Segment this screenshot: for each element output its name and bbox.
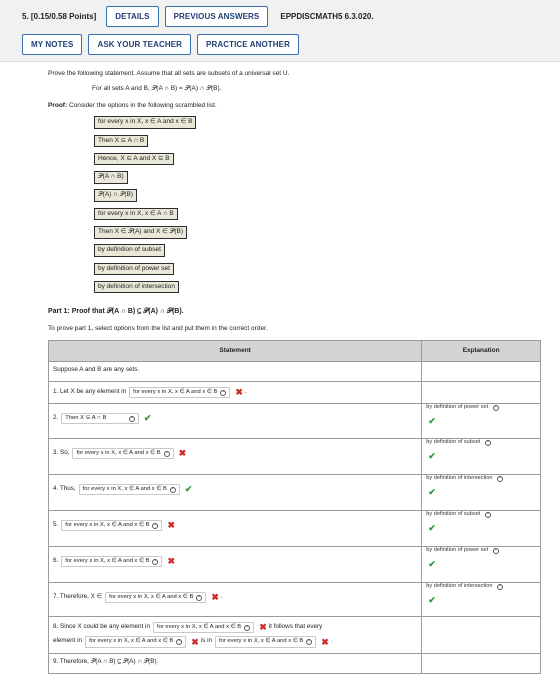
option-item[interactable]: 𝒫(A ∩ B) (94, 171, 128, 183)
proof-text: Consider the options in the following scrambled list. (68, 101, 217, 109)
row8-dropdown-1[interactable]: for every x in X, x ∈ A and x ∈ B ⌃ (153, 622, 254, 634)
correct-icon: ✔ (143, 413, 152, 424)
proof-row-4: 4. Thus, for every x in X, x ∈ A and x ∈ B ⌃ ✔ (49, 475, 422, 511)
row0-text: Suppose A and B are any sets. (53, 366, 140, 374)
chevron-icon: ⌃ (307, 638, 311, 644)
chevron-icon: ⌃ (197, 594, 202, 600)
chevron-icon: ⌃ (221, 389, 226, 395)
correct-icon: ✔ (428, 487, 436, 498)
proof-table (48, 340, 541, 674)
correct-icon: ✔ (184, 484, 193, 495)
row7-explanation-dropdown[interactable]: by definition of intersection ⌃ (426, 583, 502, 590)
chevron-icon: ⌃ (498, 584, 502, 590)
correct-icon: ✔ (428, 559, 436, 570)
incorrect-icon: ✖ (321, 636, 329, 647)
row5-explanation-dropdown[interactable]: by definition of subset ⌃ (426, 511, 490, 518)
question-number: 5. [0.15/0.58 Points] (22, 12, 97, 21)
row4-dropdown[interactable]: for every x in X, x ∈ A and x ∈ B ⌃ (79, 484, 180, 496)
proof-row-7: 7. Therefore, X ∈ for every x in X, x ∈ A and x ∈ B ⌃ ✖ . (49, 583, 422, 617)
incorrect-icon: ✖ (235, 387, 243, 398)
option-item[interactable]: by definition of subset (94, 244, 165, 256)
my-notes-button[interactable]: MY NOTES (22, 34, 82, 55)
option-item[interactable]: by definition of intersection (94, 281, 179, 293)
option-item[interactable]: Then X ⊆ A ∩ B (94, 135, 148, 147)
option-item[interactable]: for every x in X, x ∈ A and x ∈ B (94, 116, 196, 128)
question-header (0, 0, 560, 62)
incorrect-icon: ✖ (191, 636, 199, 647)
proof-row-5: 5. for every x in X, x ∈ A and x ∈ B ⌃ ✖ (49, 511, 422, 547)
correct-icon: ✔ (428, 523, 436, 534)
chevron-icon: ⌃ (153, 558, 158, 564)
chevron-icon: ⌃ (494, 548, 498, 554)
option-item[interactable]: for every x in X, x ∈ A ∩ B (94, 208, 178, 220)
correct-icon: ✔ (428, 451, 436, 462)
row9-text: 9. Therefore, 𝒫(A ∩ B) ⊆ 𝒫(A) ∩ 𝒫(B). (53, 658, 159, 666)
proof-row-1: 1. Let X be any element in for every x in X, x ∈ A and x ∈ B ⌃ ✖ . (49, 382, 422, 404)
proof-intro (48, 102, 560, 111)
chevron-icon: ⌃ (130, 415, 134, 421)
problem-intro: Prove the following statement. Assume that all sets are subsets of a universal set U. (48, 70, 290, 77)
chevron-icon: ⌃ (245, 624, 249, 630)
row6-explanation-dropdown[interactable]: by definition of power set ⌃ (426, 547, 498, 554)
statement-column-header: Statement (49, 341, 422, 362)
incorrect-icon: ✖ (167, 520, 176, 531)
proof-row-0 (49, 362, 422, 382)
correct-icon: ✔ (428, 595, 436, 606)
question-body (0, 62, 560, 674)
part1-instructions: To prove part 1, select options from the list and put them in the correct order. (48, 324, 268, 332)
details-button[interactable]: DETAILS (106, 6, 158, 27)
option-item[interactable]: Then X ∈ 𝒫(A) and X ∈ 𝒫(B) (94, 226, 187, 238)
row8-dropdown-2[interactable]: for every x in X, x ∈ A and x ∈ B ⌃ (85, 636, 186, 648)
row1-dropdown[interactable]: for every x in X, x ∈ A and x ∈ B ⌃ (129, 387, 230, 399)
correct-icon: ✔ (428, 416, 436, 427)
chevron-icon: ⌃ (486, 512, 490, 518)
chevron-icon: ⌃ (153, 522, 158, 528)
practice-another-button[interactable]: PRACTICE ANOTHER (197, 34, 299, 55)
problem-statement: For all sets A and B, 𝒫(A ∩ B) = 𝒫(A) ∩ 𝒫(B). (92, 84, 222, 92)
proof-row-2: 2. Then X ⊆ A ∩ B ⌃ ✔ (49, 404, 422, 439)
option-item[interactable]: 𝒫(A) ∩ 𝒫(B) (94, 189, 137, 201)
chevron-icon: ⌃ (494, 405, 498, 411)
incorrect-icon: ✖ (211, 592, 219, 603)
proof-row-3: 3. So, for every x in X, x ∈ A and x ∈ B ⌃ ✖ (49, 439, 422, 475)
option-item[interactable]: by definition of power set (94, 263, 174, 275)
incorrect-icon: ✖ (178, 448, 187, 459)
explanation-column-header: Explanation (422, 341, 541, 362)
proof-row-9 (49, 654, 422, 674)
row5-dropdown[interactable]: for every x in X, x ∈ A and x ∈ B ⌃ (61, 520, 162, 532)
scrambled-options-list (94, 116, 560, 299)
proof-label: Proof: (48, 101, 68, 109)
row3-explanation-dropdown[interactable]: by definition of subset ⌃ (426, 439, 490, 446)
ask-teacher-button[interactable]: ASK YOUR TEACHER (88, 34, 191, 55)
chevron-icon: ⌃ (171, 486, 175, 492)
chevron-icon: ⌃ (164, 450, 169, 456)
option-item[interactable]: Hence, X ⊆ A and X ⊆ B (94, 153, 174, 165)
chevron-icon: ⌃ (177, 638, 181, 644)
previous-answers-button[interactable]: PREVIOUS ANSWERS (165, 6, 269, 27)
row2-dropdown[interactable]: Then X ⊆ A ∩ B ⌃ (61, 413, 139, 425)
row2-explanation-dropdown[interactable]: by definition of power set ⌃ (426, 404, 498, 411)
row4-explanation-dropdown[interactable]: by definition of intersection ⌃ (426, 475, 502, 482)
incorrect-icon: ✖ (167, 556, 176, 567)
incorrect-icon: ✖ (259, 622, 267, 633)
proof-row-8: 8. Since X could be any element in for every x in X, x ∈ A and x ∈ B ⌃ ✖ it follows that every element in for every x in X, x ∈ A and x ∈ B ⌃ ✖ is in for every x in X, x ∈ A and x ∈ B ⌃ ✖ . (49, 617, 422, 654)
chevron-icon: ⌃ (498, 476, 502, 482)
part1-title: Part 1: Proof that 𝒫(A ∩ B) ⊆ 𝒫(A) ∩ 𝒫(B). (48, 308, 184, 316)
row1-prefix: 1. Let X be any element in (53, 388, 127, 396)
proof-row-6: 6. for every x in X, x ∈ A and x ∈ B ⌃ ✖ (49, 547, 422, 583)
row8-dropdown-3[interactable]: for every x in X, x ∈ A and x ∈ B ⌃ (215, 636, 316, 648)
row3-dropdown[interactable]: for every x in X, x ∈ A and x ∈ B ⌃ (72, 448, 173, 460)
question-id: EPPDISCMATH5 6.3.020. (280, 12, 374, 21)
chevron-icon: ⌃ (486, 440, 490, 446)
row6-dropdown[interactable]: for every x in X, x ∈ A and x ∈ B ⌃ (61, 556, 162, 568)
row7-dropdown[interactable]: for every x in X, x ∈ A and x ∈ B ⌃ (105, 592, 206, 604)
